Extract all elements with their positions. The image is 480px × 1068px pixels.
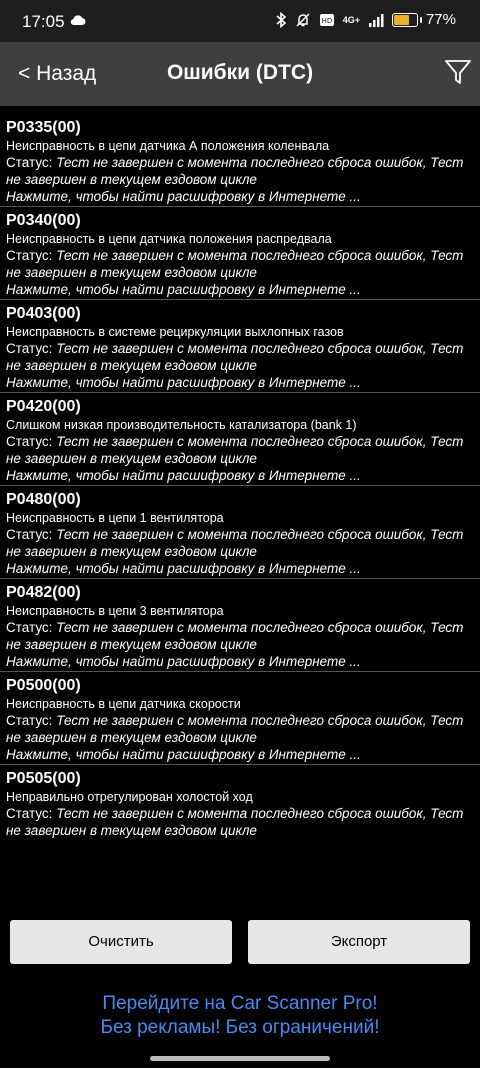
battery-level (394, 15, 409, 25)
error-code: P0505(00) (6, 770, 81, 787)
error-description: Неисправность в цепи 1 вентилятора (6, 511, 224, 525)
error-description: Слишком низкая производительность катализатора (bank 1) (6, 418, 357, 432)
error-description: Неисправность в цепи датчика положения распредвала (6, 232, 332, 246)
error-status (6, 806, 474, 839)
cloud-icon (70, 13, 86, 31)
page-title: Ошибки (DTC) (166, 61, 314, 84)
error-item[interactable] (0, 207, 480, 300)
error-item[interactable] (0, 114, 480, 207)
error-status (6, 155, 474, 188)
search-online-link[interactable]: Нажмите, чтобы найти расшифровку в Интернете ... (6, 189, 361, 204)
error-status (6, 248, 474, 281)
status-label: Статус: (6, 248, 53, 263)
search-online-link[interactable]: Нажмите, чтобы найти расшифровку в Интернете ... (6, 282, 361, 297)
svg-text:HD: HD (321, 16, 333, 25)
status-label: Статус: (6, 434, 53, 449)
error-status (6, 527, 474, 560)
search-online-link[interactable]: Нажмите, чтобы найти расшифровку в Интернете ... (6, 654, 361, 669)
error-item[interactable] (0, 579, 480, 672)
home-indicator[interactable] (150, 1056, 330, 1061)
error-description: Неисправность в цепи датчика А положения коленвала (6, 139, 330, 153)
search-online-link[interactable]: Нажмите, чтобы найти расшифровку в Интернете ... (6, 561, 361, 576)
status-text: Тест не завершен с момента последнего сброса ошибок, Тест не завершен в текущем ездовом цикле (6, 155, 464, 187)
status-label: Статус: (6, 713, 53, 728)
error-code: P0482(00) (6, 584, 81, 601)
error-description: Неисправность в цепи 3 вентилятора (6, 604, 224, 618)
vowifi-icon (319, 12, 335, 28)
error-item[interactable] (0, 486, 480, 579)
status-bar (0, 0, 480, 42)
status-text: Тест не завершен с момента последнего сброса ошибок, Тест не завершен в текущем ездовом цикле (6, 341, 464, 373)
bluetooth-icon (275, 12, 287, 28)
status-time: 17:05 (22, 12, 65, 31)
signal-icon (368, 13, 384, 27)
battery-icon (392, 13, 418, 27)
error-status (6, 713, 474, 746)
status-label: Статус: (6, 155, 53, 170)
search-online-link[interactable]: Нажмите, чтобы найти расшифровку в Интернете ... (6, 747, 361, 762)
error-status (6, 434, 474, 467)
back-button[interactable]: < Назад (18, 62, 97, 85)
error-list[interactable] (0, 114, 480, 858)
error-item[interactable] (0, 765, 480, 858)
promo-line-1[interactable]: Перейдите на Car Scanner Pro! (102, 993, 378, 1014)
error-item[interactable] (0, 393, 480, 486)
status-icons (275, 11, 456, 28)
search-online-link[interactable]: Нажмите, чтобы найти расшифровку в Интернете ... (6, 375, 361, 390)
promo-line-2[interactable]: Без рекламы! Без ограничений! (100, 1017, 380, 1038)
clear-button[interactable]: Очистить (10, 920, 232, 964)
status-text: Тест не завершен с момента последнего сброса ошибок, Тест не завершен в текущем ездовом цикле (6, 434, 464, 466)
battery-percent: 77% (425, 11, 456, 28)
error-description: Неправильно отрегулирован холостой ход (6, 790, 253, 804)
app-bar (0, 42, 480, 106)
error-status (6, 341, 474, 374)
error-code: P0340(00) (6, 212, 81, 229)
status-label: Статус: (6, 527, 53, 542)
filter-icon[interactable] (442, 56, 474, 88)
error-item[interactable] (0, 300, 480, 393)
promo-banner[interactable] (0, 992, 480, 1040)
error-description: Неисправность в цепи датчика скорости (6, 697, 241, 711)
error-item[interactable] (0, 672, 480, 765)
search-online-link[interactable]: Нажмите, чтобы найти расшифровку в Интернете ... (6, 468, 361, 483)
status-label: Статус: (6, 806, 53, 821)
error-description: Неисправность в системе рециркуляции выхлопных газов (6, 325, 344, 339)
status-text: Тест не завершен с момента последнего сброса ошибок, Тест не завершен в текущем ездовом цикле (6, 713, 464, 745)
error-code: P0335(00) (6, 119, 81, 136)
error-code: P0420(00) (6, 398, 81, 415)
error-code: P0480(00) (6, 491, 81, 508)
status-text: Тест не завершен с момента последнего сброса ошибок, Тест не завершен в текущем ездовом цикле (6, 248, 464, 280)
status-label: Статус: (6, 341, 53, 356)
error-code: P0500(00) (6, 677, 81, 694)
export-button[interactable]: Экспорт (248, 920, 470, 964)
status-text: Тест не завершен с момента последнего сброса ошибок, Тест не завершен в текущем ездовом цикле (6, 527, 464, 559)
status-text: Тест не завершен с момента последнего сброса ошибок, Тест не завершен в текущем ездовом цикле (6, 806, 464, 838)
status-text: Тест не завершен с момента последнего сброса ошибок, Тест не завершен в текущем ездовом цикле (6, 620, 464, 652)
mute-icon (295, 12, 311, 28)
status-label: Статус: (6, 620, 53, 635)
error-code: P0403(00) (6, 305, 81, 322)
network-label: 4G+ (342, 14, 360, 25)
error-status (6, 620, 474, 653)
